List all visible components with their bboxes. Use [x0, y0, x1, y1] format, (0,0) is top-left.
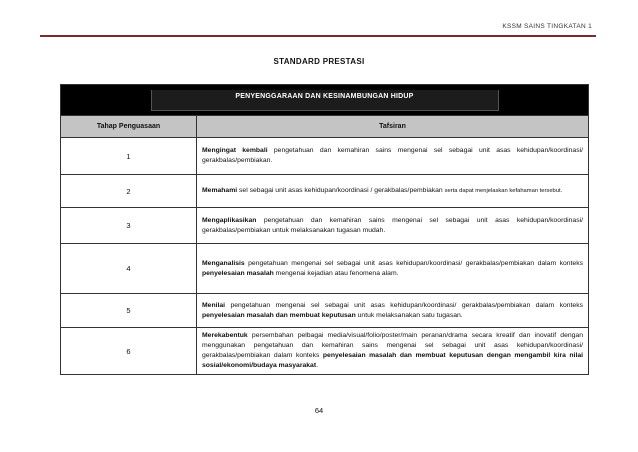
col-header-interpretation: Tafsiran	[197, 116, 589, 138]
emphasis-text: Mengingat kembali	[202, 147, 268, 154]
col-header-level: Tahap Penguasaan	[61, 116, 197, 138]
table-banner: PENYENGGARAAN DAN KESINAMBUNGAN HIDUP	[151, 90, 499, 111]
performance-standard-table	[60, 84, 589, 375]
interpretation-cell	[197, 244, 589, 294]
table-row	[61, 244, 589, 294]
description-text: serta dapat menjelaskan kefahaman tersebut.	[444, 188, 563, 194]
emphasis-text: penyelesaian masalah dan membuat keputusan	[202, 311, 356, 319]
interpretation-cell	[197, 294, 589, 328]
description-text: sel sebagai unit asas kehidupan/koordinasi / gerakbalas/pembiakan	[237, 187, 445, 194]
interpretation-cell	[197, 328, 589, 375]
level-cell: 2	[61, 175, 197, 208]
level-cell: 1	[61, 138, 197, 175]
description-text: untuk melaksanakan satu tugasan.	[355, 311, 463, 319]
emphasis-text: Menilai	[202, 301, 226, 309]
table-row	[61, 328, 589, 375]
level-cell: 3	[61, 208, 197, 244]
description-text: pengetahuan mengenai sel sebagai unit asas kehidupan/koordinasi/ gerakbalas/pembiakan dalam konteks	[244, 259, 583, 267]
page-title: STANDARD PRESTASI	[273, 57, 365, 66]
header-rule	[40, 35, 596, 37]
table-row	[61, 208, 589, 244]
table-banner-row	[61, 85, 589, 116]
description-text: pengetahuan dan kemahiran sains mengenai sel sebagai unit asas kehidupan/koordinasi/ gerakbalas/pembiakan untuk melaksanakan tugasan mudah.	[202, 216, 583, 234]
emphasis-text: Menganalisis	[202, 259, 245, 267]
emphasis-text: Memahami	[202, 187, 238, 194]
level-cell: 5	[61, 294, 197, 328]
level-cell: 6	[61, 328, 197, 375]
emphasis-text: Mengaplikasikan	[202, 216, 257, 224]
table-row	[61, 294, 589, 328]
running-header: KSSM SAINS TINGKATAN 1	[502, 23, 592, 30]
table-header-row	[61, 116, 589, 138]
description-text: .	[316, 362, 318, 369]
table-row	[61, 138, 589, 175]
interpretation-cell	[197, 208, 589, 244]
interpretation-cell	[197, 138, 589, 175]
page-number: 64	[314, 406, 324, 415]
description-text: pengetahuan mengenai sel sebagai unit asas kehidupan/koordinasi/ gerakbalas/pembiakan dalam konteks	[225, 301, 583, 309]
emphasis-text: penyelesaian masalah dan membuat keputusan dengan mengambil kira nilai sosial/ekonomi/budaya masyarakat	[202, 352, 584, 369]
table-row	[61, 175, 589, 208]
description-text: mengenai kejadian atau fenomena alam.	[273, 269, 399, 277]
interpretation-cell	[197, 175, 589, 208]
level-cell: 4	[61, 244, 197, 294]
description-text: pengetahuan dan kemahiran sains mengenai sel sebagai unit asas kehidupan/koordinasi/ gerakbalas/pembiakan.	[202, 147, 583, 164]
emphasis-text: Merekabentuk	[202, 332, 248, 339]
emphasis-text: penyelesaian masalah	[202, 269, 274, 277]
description-text: persembahan pelbagai media/visual/folio/poster/main peranan/drama secara kreatif dan inovatif dengan menggunakan pengetahuan dan kemahiran sains mengenai sel sebagai unit asas kehidupan/koordinasi/ gerakbalas/pembiakan dalam konteks	[202, 332, 583, 359]
